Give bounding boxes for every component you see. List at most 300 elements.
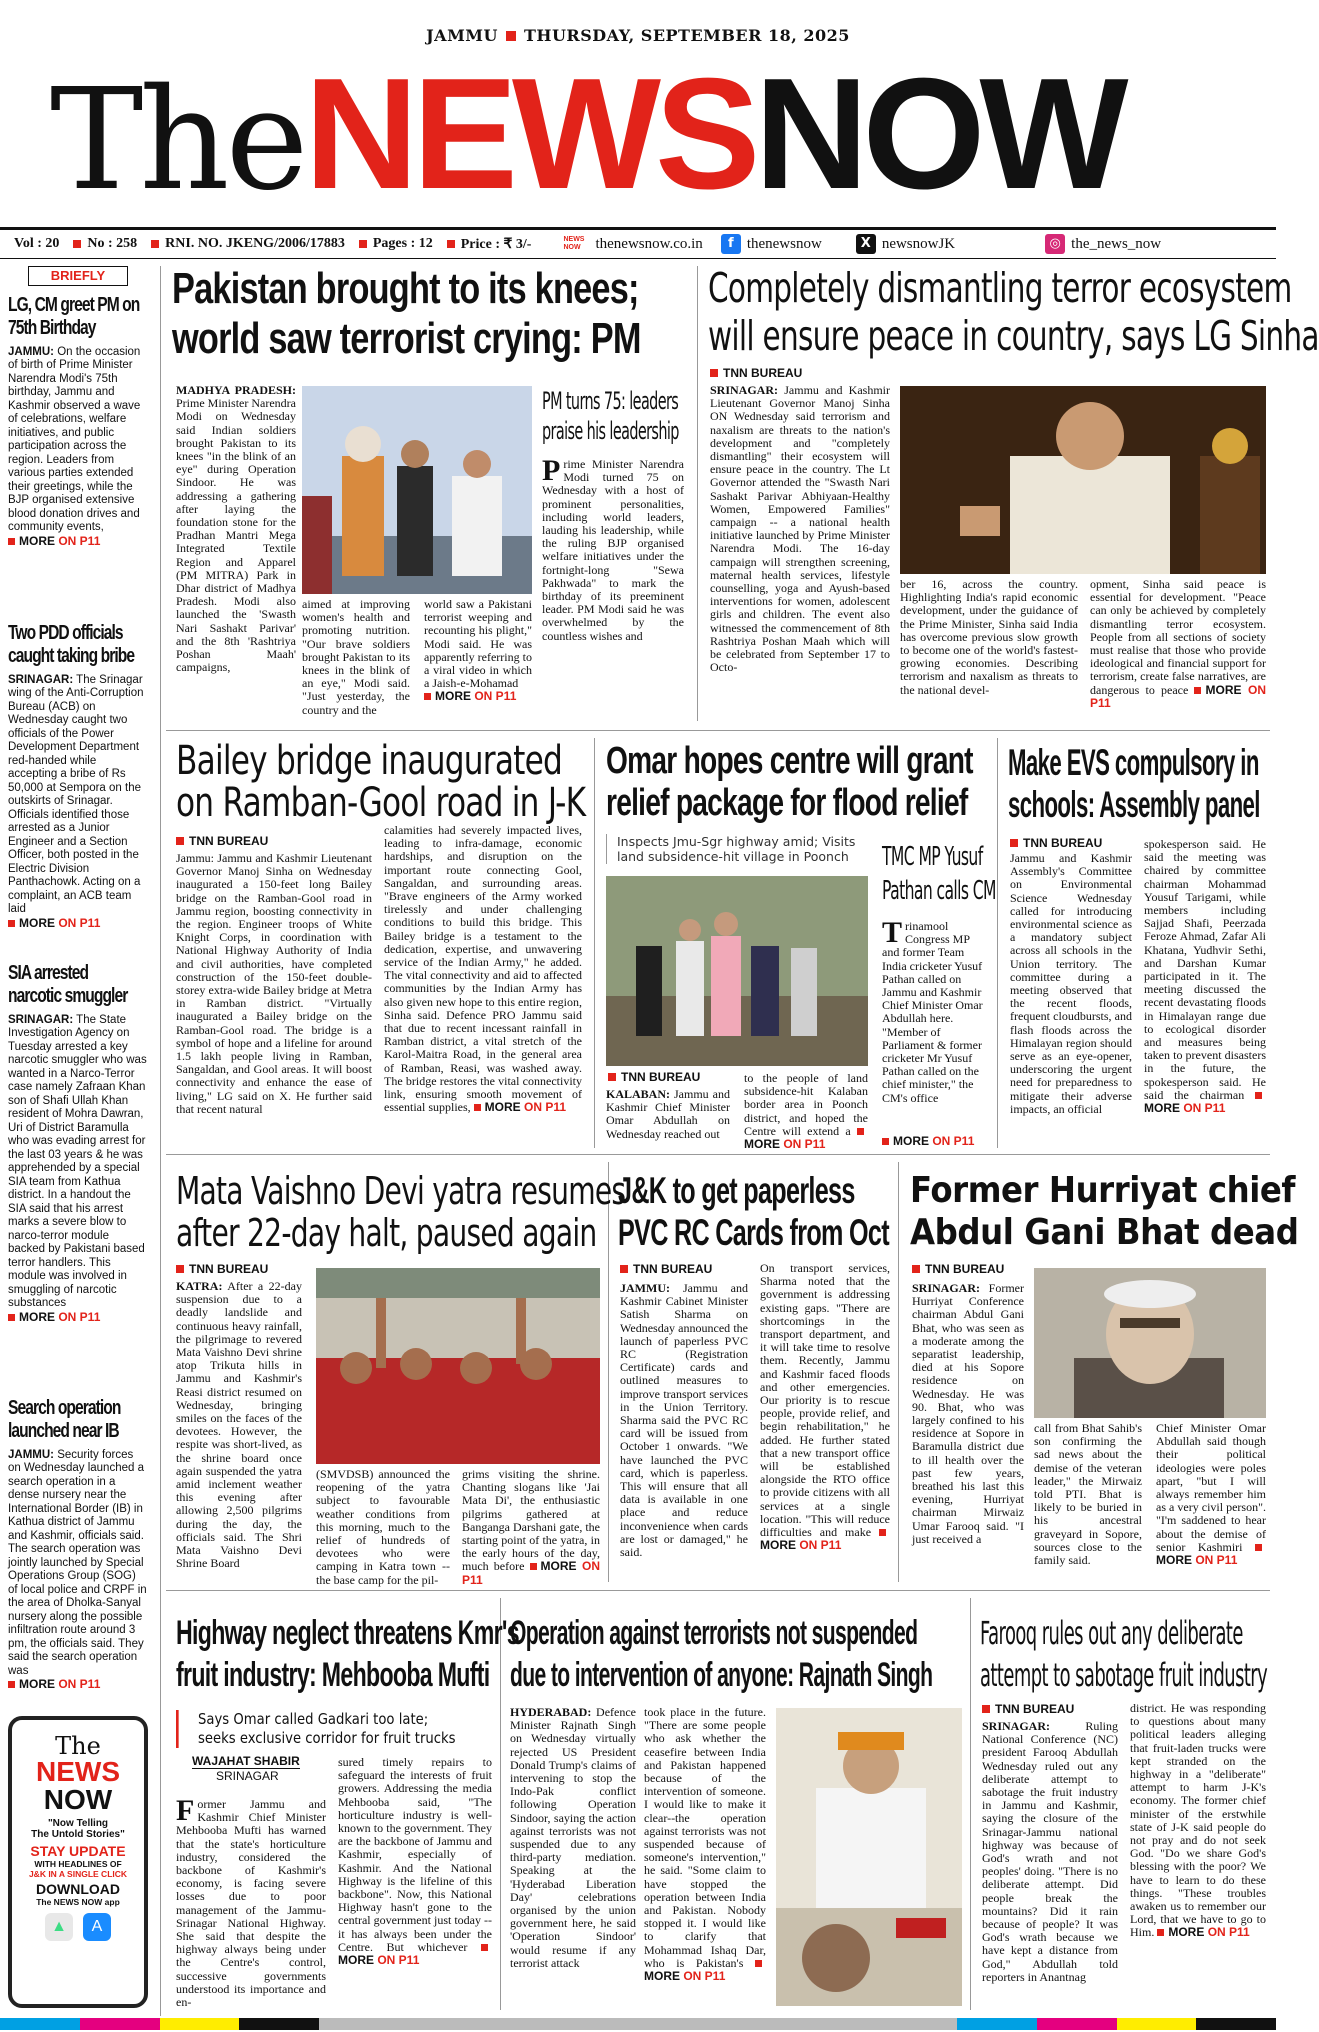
brief-text: The Srinagar wing of the Anti-Corruption Bureau (ACB) on Wednesday caught two officials of the Power Development Department red-handed while accepting a bribe of Rs 50,000 at Sempora on the outskirts of Srinagar. Officials identified those arrested as a Junior Engineer and a Section Officer, both posted in the Electric Division Panthachowk. Acting on a complaint, an ACB team laid — [8, 673, 144, 915]
mehbooba-byline-name: WAJAHAT SHABIR — [192, 1754, 300, 1768]
promo-logo-the: The — [55, 1732, 101, 1760]
color-swatch — [0, 2018, 80, 2030]
brief-text: The State Investigation Agency on Tuesday arrested a key narcotic smuggler who was wanted in a Narco-Terror case namely Zafraan Khan son of Shafi Ullah Khan resident of Mohra Dawran, Uri of District Baramulla who was evading arrest for the last 03 years & he was apprehended by a special SIA team from Kathua district. In a handout the SIA said that his arrest marks a severe blow to narco-terror module backed by Pakistani based terror handlers. This module was involved in smuggling of narcotic substances — [8, 1013, 147, 1309]
brief-body — [8, 346, 148, 535]
rajnath-headline-line-2: due to intervention of anyone: Rajnath Singh — [510, 1656, 933, 1694]
color-swatch — [638, 2018, 718, 2030]
more-label: MORE — [338, 1953, 374, 1968]
bullet-square — [481, 1944, 488, 1951]
issue-number: No : 258 — [87, 236, 138, 251]
farooq-text-1: Ruling National Conference (NC) president Farooq Abdullah Wednesday ruled out any deliberate attempt to sabotage the fruit industry in Jammu and Kashmir, saying the closure of the Srinagar-Jammu national highway was because of God's wrath and not peoples' doing. "There is no deliberate attempt. Did people break the mountains? Did it rain because of people? It was God's wrath because we have kept a distance from God," Abdullah told reporters in Anantnag — [982, 1719, 1118, 1984]
bullet-square — [8, 538, 15, 545]
vaishno-text-2: (SMVDSB) announced the reopening of the yatra subject to favourable weather conditions from this morning, much to the relief of hundreds of devotees who were camping in Katra town -- the base camp for the pil- — [316, 1467, 450, 1587]
hurriyat-col-3 — [1156, 1422, 1266, 1578]
omar-headline-line-2: relief package for flood relief — [606, 782, 968, 824]
farooq-col-2 — [1130, 1702, 1266, 2008]
farooq-byline — [982, 1702, 1074, 1716]
vaishno-headline — [176, 1170, 625, 1254]
vaishno-byline — [176, 1262, 268, 1276]
evs-headline — [1008, 742, 1260, 826]
more-label: MORE — [1156, 1553, 1192, 1568]
color-swatch — [1117, 2018, 1197, 2030]
lg-byline-text: TNN BUREAU — [723, 366, 803, 380]
bullet-square — [474, 1104, 481, 1111]
rajnath-col-2 — [644, 1706, 766, 2008]
brief-headline: SIA arrested narcotic smuggler — [8, 961, 128, 1007]
bullet-square — [359, 240, 367, 248]
pm-side-headline-line-1: PM turns 75: leaders — [542, 387, 679, 415]
more-link[interactable] — [474, 1100, 566, 1114]
evs-byline-text: TNN BUREAU — [1023, 836, 1103, 850]
lg-col-3 — [1090, 578, 1266, 716]
pvc-col-1 — [620, 1282, 748, 1578]
color-swatch — [957, 2018, 1037, 2030]
omar-subhead-line-2: land subsidence-hit village in Poonch — [617, 849, 849, 864]
more-page: ON P11 — [58, 1309, 101, 1324]
volume: Vol : 20 — [14, 236, 60, 251]
pvc-text-1: Jammu and Kashmir Cabinet Minister Satish Sharma on Wednesday announced the launch of paperless PVC RC (Registration Certificate) cards and outlined measures to improve transport services in the Union Territory. Sharma said the PVC RC card will be issued from October 1 onwards. "We have launched the PVC card, which is paperless. This will ensure that all data is available in one place and reduce inconvenience when cards are lost or damaged," he said. — [620, 1281, 748, 1560]
bullet-square — [8, 1681, 15, 1688]
lg-text-2: ber 16, across the country. Highlighting India's rapid economic development, under the guidance of the Prime Minister, Sinha said India has overcome previous slow growth to become one of the world's fastest-growing economies. Describing terrorism and naxalism as threats to the national devel- — [900, 577, 1078, 697]
brief-headline: Two PDD officials caught taking bribe — [8, 621, 135, 667]
hurriyat-headline — [910, 1170, 1298, 1254]
promo-jk: J&K IN A SINGLE CLICK — [28, 1869, 128, 1879]
omar-subhead — [606, 834, 868, 864]
lg-headline-line-1: Completely dismantling terror ecosystem — [708, 264, 1292, 312]
dateline — [0, 26, 1276, 45]
omar-col-2 — [744, 1071, 868, 1152]
brief-dateline: SRINAGAR: — [8, 1013, 74, 1026]
evs-col-2 — [1144, 838, 1266, 1142]
column-rule — [970, 1598, 971, 2010]
section-rule — [166, 1154, 1270, 1155]
more-page: ON P11 — [1195, 1553, 1238, 1568]
more-label: MORE — [19, 1677, 55, 1691]
bullet-square — [8, 1314, 15, 1321]
android-icon[interactable]: ▲ — [45, 1913, 73, 1941]
vaishno-pilgrims-image — [316, 1268, 600, 1464]
promo-tagline-2: The Untold Stories" — [31, 1829, 125, 1840]
hurriyat-bhat-photo — [1034, 1268, 1266, 1418]
bailey-col-2 — [384, 824, 582, 1142]
pvc-text-2: On transport services, Sharma noted that the government is addressing existing gaps. "There are shortcomings in the transport department, and it will take time to resolve them. Recently, Jammu and Kashmir faced floods and other emergencies. Our priority is to rescue people, provide relief, and begin rehabilitation," he added. He further stated that a new transport office will be established alongside the RTO office to provide citizens with all services at a single location. "This will reduce difficulties and make — [760, 1261, 890, 1540]
page-count: Pages : 12 — [372, 236, 433, 251]
more-page: ON P11 — [1207, 1925, 1250, 1940]
bullet-square — [882, 1138, 889, 1145]
store-badges — [12, 1913, 144, 1941]
bullet-square — [982, 1705, 990, 1713]
more-label: MORE — [644, 1969, 680, 1984]
mini-logo: NEWS NOW — [563, 236, 585, 251]
bullet-square — [447, 240, 455, 248]
more-page: ON P11 — [524, 1100, 567, 1115]
more-link[interactable] — [424, 689, 516, 703]
bullet-square — [176, 1265, 184, 1273]
mehbooba-text-2: sured timely repairs to safeguard the interests of fruit growers. Addressing the media Mehbooba said, "The horticulture industry is well-known to the government. They are the backbone of Jammu and Kashmir, especially of Kashmir. And the National Highway is the lifeline of this backbone". Now, this National Highway hasn't gone to the central government just today -- it has always been under the Centre. But whichever — [338, 1755, 492, 1954]
hurriyat-bhat-image — [1034, 1268, 1266, 1418]
bailey-headline-line-1: Bailey bridge inaugurated — [176, 738, 563, 784]
bullet-square — [857, 1128, 864, 1135]
bullet-square — [1255, 1092, 1262, 1099]
dateline-place: JAMMU — [426, 26, 498, 45]
dateline-separator — [506, 31, 516, 41]
pathan-text: Trinamool Congress MP and former Team India cricketer Yusuf Pathan called on Jammu and Kashmir Chief Minister Omar Abdullah here. "Member of Parliament & former cricketer Mr Yusuf Pathan called on the chief minister," the CM's office — [882, 916, 983, 1105]
pvc-byline — [620, 1262, 712, 1276]
pages-wrap — [359, 236, 433, 252]
mehbooba-byline-place: SRINAGAR — [216, 1769, 279, 1783]
farooq-byline-text: TNN BUREAU — [995, 1702, 1075, 1716]
pm-sidebox — [542, 386, 684, 716]
rajnath-text-2: took place in the future. "There are some people who ask whether the ceasefire between India and Pakistan happened because of the intervention of someone. I would like to make it clear--the operation against terrorists was not suspended because of someone's intervention," he said. "Some claim to have stopped the operation between India and Pakistan. Nobody stopped it. I would like to clarify that Mohammad Ishaq Dar, who is Pakistan's — [644, 1705, 766, 1970]
promo-logo-now: NOW — [43, 1784, 113, 1815]
pvc-headline — [618, 1170, 889, 1254]
bullet-square — [912, 1265, 920, 1273]
hurriyat-byline-text: TNN BUREAU — [925, 1262, 1005, 1276]
evs-col-1 — [1010, 852, 1132, 1142]
brief-body — [8, 1014, 148, 1311]
farooq-headline-line-1: Farooq rules out any deliberate — [980, 1614, 1243, 1652]
bullet-square — [608, 1073, 616, 1081]
mehbooba-text-1: Former Jammu and Kashmir Chief Minister Mehbooba Mufti has warned that the state's horticulture industry, considered the backbone of Kashmir's economy, is facing severe losses due to poor management of the Jammu-Srinagar National Highway. She said that despite the highway always being under the Centre's control, successive governments understood its importance and en- — [176, 1794, 326, 2010]
section-rule — [166, 730, 1270, 731]
brief-body — [8, 674, 148, 917]
price: Price : ₹ 3/- — [460, 236, 532, 252]
brief-headline: Search operation launched near IB — [8, 1396, 121, 1442]
lg-dateline: SRINAGAR: — [710, 383, 779, 397]
promo-tagline-1: "Now Telling — [47, 1818, 109, 1829]
logo-now: NOW — [754, 46, 1123, 222]
rni-wrap — [151, 236, 345, 252]
hurriyat-dateline: SRINAGAR: — [912, 1281, 981, 1295]
more-label: MORE — [484, 1100, 521, 1115]
omar-flood-image — [606, 876, 868, 1066]
color-registration-bar — [0, 2018, 1276, 2030]
vaishno-text-3: grims visiting the shrine. Chanting slogans like 'Jai Mata Di', the enthusiastic pilgrims gathered at Banganga Darshani gate, the starting point of the yatra, in the early hours of the day, much before — [462, 1467, 600, 1574]
color-swatch — [1196, 2018, 1276, 2030]
vaishno-photo — [316, 1268, 600, 1464]
mehbooba-headline — [176, 1612, 519, 1696]
mehbooba-col-2 — [338, 1756, 492, 2010]
mehbooba-subhead — [176, 1710, 454, 1748]
promo-download: DOWNLOAD — [36, 1881, 120, 1897]
bullet-square — [151, 240, 159, 248]
facebook-handle[interactable]: thenewsnow — [746, 235, 822, 252]
column-rule — [898, 1162, 899, 1582]
bailey-col-1 — [176, 852, 372, 1140]
facebook-icon: f — [721, 234, 741, 254]
instagram-link[interactable] — [1045, 234, 1161, 254]
vaishno-byline-text: TNN BUREAU — [189, 1262, 269, 1276]
bullet-square — [8, 920, 15, 927]
vaishno-headline-line-2: after 22-day halt, paused again — [176, 1211, 597, 1255]
rajnath-dateline: HYDERABAD: — [510, 1705, 592, 1719]
farooq-headline — [980, 1612, 1267, 1696]
vaishno-headline-line-1: Mata Vaishno Devi yatra resumes — [176, 1169, 626, 1213]
pm-headline-line-2: world saw terrorist crying: PM — [172, 314, 641, 363]
pm-text-3: world saw a Pakistani terrorist weeping and recounting his plight," Modi said. He was apparently referring to a viral video in which a Jaish-e-Mohamad — [424, 597, 532, 691]
section-rule — [166, 1590, 1270, 1591]
brief-dateline: JAMMU: — [8, 345, 54, 358]
color-swatch — [718, 2018, 798, 2030]
more-label: MORE — [435, 689, 471, 704]
bullet-square — [530, 1563, 537, 1570]
apple-store-icon[interactable]: A — [83, 1913, 111, 1941]
omar-byline-text: TNN BUREAU — [621, 1070, 701, 1084]
more-page: ON P11 — [683, 1969, 726, 1984]
rajnath-text-1: Defence Minister Rajnath Singh on Wednesday virtually rejected US President Donald Trump's claims of intervening to stop the Indo-Pak conflict following Operation Sindoor, saying the action against terrorists was not suspended due to any third-party mediation. Speaking at the 'Hyderabad Liberation Day' celebrations organised by the union government here, he said 'Operation Sindoor' would resume if any terrorist attack — [510, 1705, 636, 1970]
omar-text-2: to the people of land subsidence-hit Kalaban border area in Poonch district, and hoped the Centre will extend a — [744, 1071, 868, 1138]
omar-photo — [606, 876, 868, 1066]
color-swatch — [80, 2018, 160, 2030]
pathan-body — [882, 916, 988, 1134]
more-page: ON P11 — [1183, 1101, 1226, 1116]
newspaper-logo — [50, 44, 1123, 222]
more-label: MORE — [19, 533, 55, 548]
mehbooba-col-1 — [176, 1794, 326, 2010]
evs-headline-line-1: Make EVS compulsory in — [1008, 742, 1259, 783]
instagram-icon: ◎ — [1045, 234, 1065, 254]
hurriyat-text-3: Chief Minister Omar Abdullah said though their political ideologies were poles apart, "but I will always remember him as a very civil person". "I'm saddened to hear about the demise of senior Kashmiri — [1156, 1421, 1266, 1554]
color-swatch — [399, 2018, 479, 2030]
hurriyat-headline-line-1: Former Hurriyat chief — [910, 1170, 1296, 1211]
brief-dateline: JAMMU: — [8, 1448, 54, 1461]
promo-stay: STAY UPDATE — [30, 1843, 126, 1859]
color-swatch — [877, 2018, 957, 2030]
omar-dateline: KALABAN: — [606, 1087, 671, 1101]
lg-text-3: opment, Sinha said peace is essential for development. "Peace can only be achieved by completely dismantling terror ecosystem. People from all sections of society must realise that those who provide ideological and financial support for terrorism, create false narratives, are dangerous to peace — [1090, 577, 1266, 697]
app-promo[interactable] — [8, 1716, 148, 2008]
pathan-sidebox — [882, 840, 996, 1148]
hurriyat-col-1 — [912, 1282, 1024, 1578]
brief-item — [8, 622, 148, 952]
farooq-text-2: district. He was responding to questions about many political leaders alleging that fruit-laden trucks were kept stranded on the highway in a "deliberate" attempt to harm J-K's economy. The former chief minister of the erstwhile state of J-K said people do not pray and do not seek God. "Do we share God's blessing with the poor? We have to learn to do these things. "These troubles awaken us to remember our Lord, that we have to go to Him. — [1130, 1701, 1266, 1940]
more-link[interactable] — [8, 535, 148, 549]
omar-col-1 — [606, 1088, 730, 1142]
evs-headline-line-2: schools: Assembly panel — [1008, 784, 1260, 825]
logo-the: The — [50, 59, 305, 222]
mehbooba-byline — [192, 1754, 300, 1783]
bailey-byline-text: TNN BUREAU — [189, 834, 269, 848]
more-page: ON P11 — [783, 1137, 826, 1152]
promo-logo-news: NEWS — [36, 1756, 120, 1787]
pathan-headline — [882, 840, 996, 908]
color-swatch — [558, 2018, 638, 2030]
more-label: MORE — [540, 1559, 577, 1574]
more-page: ON P11 — [58, 915, 101, 930]
rajnath-headline-line-1: Operation against terrorists not suspended — [510, 1614, 918, 1652]
farooq-col-1 — [982, 1720, 1118, 2008]
pvc-dateline: JAMMU: — [620, 1281, 670, 1295]
brief-item — [8, 294, 148, 612]
omar-byline — [608, 1070, 700, 1084]
rni-number: RNI. NO. JKENG/2006/17883 — [165, 236, 345, 251]
vaishno-col-1 — [176, 1280, 302, 1578]
pvc-headline-line-2: PVC RC Cards from Oct — [618, 1212, 889, 1253]
instagram-handle[interactable]: the_news_now — [1071, 235, 1162, 252]
vaishno-col-3 — [462, 1467, 600, 1587]
evs-text-1: Jammu and Kashmir Assembly's Committee on Environmental Science Wednesday called for introducing environmental science as a mandatory subject across all schools in the Union territory. The committee during a meeting observed that the recent floods, frequent cloudbursts, and flash floods across the Himalayan region should serve as an eye-opener, underscoring the urgent need for preparedness to mitigate their adverse impacts, an official — [1010, 851, 1132, 1116]
vaishno-dateline: KATRA: — [176, 1279, 223, 1293]
brief-item — [8, 1397, 148, 1727]
bullet-square — [755, 1960, 762, 1967]
more-link[interactable] — [882, 1134, 988, 1148]
dateline-date: THURSDAY, SEPTEMBER 18, 2025 — [523, 26, 850, 45]
mehbooba-headline-line-2: fruit industry: Mehbooba Mufti — [176, 1656, 490, 1694]
rajnath-col-1 — [510, 1706, 636, 2008]
pm-dateline: MADHYA PRADESH: — [176, 383, 296, 397]
bullet-square — [1157, 1929, 1164, 1936]
more-label: MORE — [19, 1309, 55, 1324]
column-rule — [594, 738, 595, 1148]
bullet-square — [620, 1265, 628, 1273]
bullet-square — [73, 240, 81, 248]
x-icon: X — [856, 234, 876, 254]
pathan-headline-line-2: Pathan calls CM — [882, 876, 996, 906]
pm-col-1 — [176, 384, 296, 714]
pm-side-body — [542, 454, 684, 714]
bullet-square — [879, 1529, 886, 1536]
brief-text: On the occasion of birth of Prime Minister Narendra Modi's 75th birthday, Jammu and Kashmir observed a wave of celebrations, welfare initiatives, and public participation across the region. Leaders from various parties extended their greetings, while the BJP organised extensive blood donation drives and community events, — [8, 345, 141, 533]
column-rule — [997, 738, 998, 1148]
color-swatch — [160, 2018, 240, 2030]
issue-number-wrap — [73, 236, 137, 252]
brief-item — [8, 962, 148, 1387]
more-page: ON P11 — [58, 533, 101, 548]
more-link[interactable] — [1157, 1925, 1249, 1939]
pvc-col-2 — [760, 1262, 890, 1578]
lg-sinha-photo — [900, 386, 1266, 574]
bullet-square — [176, 837, 184, 845]
x-handle[interactable]: newsnowJK — [881, 235, 956, 252]
facebook-link[interactable] — [721, 234, 822, 254]
bullet-square — [1255, 1544, 1262, 1551]
more-label: MORE — [1168, 1925, 1205, 1940]
column-rule — [697, 266, 698, 721]
more-page: ON P11 — [377, 1953, 420, 1968]
briefly-label: BRIEFLY — [28, 266, 128, 286]
logo-news: NEWS — [304, 46, 755, 222]
farooq-dateline: SRINAGAR: — [982, 1719, 1051, 1733]
bullet-square — [710, 369, 718, 377]
lg-col-1 — [710, 384, 890, 716]
pm-col-3 — [424, 598, 532, 716]
pm-text-2: aimed at improving women's health and promoting nutrition. "Our brave soldiers brought Pakistan to its knees in the blink of an eye," Modi said. "Just yesterday, the country and the — [302, 597, 410, 717]
mehbooba-subhead-line-1: Says Omar called Gadkari too late; — [198, 1710, 429, 1728]
hurriyat-col-2 — [1034, 1422, 1142, 1578]
omar-headline — [606, 740, 973, 824]
color-swatch — [1037, 2018, 1117, 2030]
more-link[interactable] — [8, 1678, 148, 1692]
pathan-headline-line-1: TMC MP Yusuf — [882, 842, 983, 872]
brief-dateline: SRINAGAR: — [8, 673, 74, 686]
lg-headline — [708, 264, 1319, 360]
hurriyat-byline — [912, 1262, 1004, 1276]
bailey-byline — [176, 834, 268, 848]
pm-modi-photo — [302, 386, 532, 594]
bailey-text-1: Jammu: Jammu and Kashmir Lieutenant Governor Manoj Sinha on Wednesday inaugurated a 150-feet long Bailey bridge on the Ramban-Gool road in Jammu region, boosting connectivity in the region. Engineer troops of White Knight Corps, in coordination with National Highway Authority of India and civil authorities, have completed construction of the 150-feet double-storey extra-wide Bailey bridge at Metra in Ramban district. "Virtually inaugurated a Bailey bridge on the Ramban-Gool road. The bridge is a symbol of hope and a lifeline for around 1.5 lakh people living in Ramban, Sangaldan, and Gool areas. It will boost connectivity and enhance the ease of living," LG said on X. He further said that recent natural — [176, 851, 372, 1116]
bullet-square — [424, 693, 431, 700]
lg-sinha-image — [900, 386, 1266, 574]
vaishno-col-2 — [316, 1467, 450, 1587]
color-swatch — [798, 2018, 878, 2030]
omar-headline-line-1: Omar hopes centre will grant — [606, 740, 973, 782]
x-link[interactable] — [856, 234, 955, 254]
pm-headline — [172, 264, 641, 364]
hurriyat-headline-line-2: Abdul Gani Bhat dead — [910, 1212, 1299, 1253]
pm-side-text: Prime Minister Narendra Modi turned 75 on Wednesday with a host of prominent personalities, including world leaders, lauding his leadership, while the ruling BJP organised welfare initiatives under the fortnight-long "Sewa Pakhwada" to mark the birthday of its preeminent leader. PM Modi said he was overwhelmed by the countless wishes and — [542, 454, 684, 643]
lg-headline-line-2: will ensure peace in country, says LG Sinha — [708, 312, 1319, 360]
column-rule — [160, 266, 161, 2016]
more-page: ON P11 — [1090, 682, 1266, 710]
bailey-text-2: calamities had severely impacted lives, leading to infra-damage, economic hardships, and disruption on the important route connecting Gool, Sangaldan, and surrounding areas. "Brave engineers of the Army worked tirelessly and under challenging conditions to build this bridge. This Bailey bridge is a testament to the dedication, expertise, and unwavering service of the Indian Army," he added. The vital connectivity and aid to affected communities by the Indian Army has also given new hope to this entire region, Sinha said. Defence PRO Jammu said that due to recent incessant rainfall in Ramban district, a vital stretch of the Karol-Maitra Road, in the general area of Ramban, Reasi, was washed away. The bridge restores the vital connectivity link, ensuring smooth movement of essential supplies, — [384, 823, 582, 1115]
more-label: MORE — [1144, 1101, 1180, 1116]
omar-subhead-line-1: Inspects Jmu-Sgr highway amid; Visits — [617, 834, 856, 849]
bailey-headline — [176, 740, 585, 824]
website-link[interactable] — [563, 236, 702, 253]
pm-modi-image — [302, 386, 532, 594]
more-link[interactable] — [8, 917, 148, 931]
hurriyat-text-1: Former Hurriyat Conference chairman Abdul Gani Bhat, who was seen as a moderate among the separatist leadership, died at his Sopore residence on Wednesday. He was 90. Bhat, who was largely confined to his residence at Sopore in Baramulla district due to ill health over the past few years, breathed his last this evening, Hurriyat chairman Mirwaiz Umar Farooq said. "I just received a — [912, 1281, 1024, 1546]
more-page: ON P11 — [474, 689, 517, 704]
more-label: MORE — [1205, 682, 1242, 697]
website-url[interactable]: thenewsnow.co.in — [595, 235, 703, 252]
pm-col-2 — [302, 597, 410, 717]
brief-text: Security forces on Wednesday launched a search operation in a dense nursery near the International Border (IB) in Kathua district of Jammu and Kashmir, officials said. The search operation was jointly launched by Special Operations Group (SOG) of local police and CRPF in the area of Dholka-Sanyal nursery along the possible infiltration route around 3 pm, the officials said. They said the search operation was — [8, 1448, 147, 1677]
color-swatch — [319, 2018, 399, 2030]
info-bar — [0, 227, 1276, 259]
evs-text-2: spokesperson said. He said the meeting was chaired by committee chairman Mohammad Yousuf Tarigami, while members including Sajjad Shafi, Peerzada Feroze Ahmad, Zafar Ali Khatana, Yudhvir Sethi, and Darshan Kumar participated in it. The meeting discussed the recent devastating floods in Himalayan range due to ecological disorder and measures being taken to prevent disasters in the future, the spokesperson said. He said the chairman — [1144, 837, 1266, 1102]
pm-side-headline — [542, 386, 679, 446]
bullet-square — [1010, 839, 1018, 847]
rajnath-singh-image — [776, 1708, 962, 2006]
lg-text-1: Jammu and Kashmir Lieutenant Governor Manoj Sinha ON Wednesday said terrorism and naxalism are threats to the nation's development and "completely dismantling" their ecosystem will ensure peace in the country. The Lt Governor attended the "Swasth Nari Sashakt Parivar Abhiyaan-Healthy Women, Empowered Families" campaign -- a national health initiative launched by Prime Minister Narendra Modi. The 16-day campaign will strengthen screening, maternal health services, lifestyle counselling, yoga and Ayush-based interventions for women, adolescent girls and children. The event also witnessed the commencement of 8th Rashtriya Poshan Maah which will be celebrated from September 17 to Octo- — [710, 383, 890, 675]
more-page: ON P11 — [462, 1559, 600, 1587]
mehbooba-subhead-line-2: seeks exclusive corridor for fruit trucks — [198, 1729, 456, 1747]
lg-byline — [710, 366, 802, 380]
evs-byline — [1010, 836, 1102, 850]
more-page: ON P11 — [932, 1134, 975, 1148]
hurriyat-text-2: call from Bhat Sahib's son confirming the sad news about the demise of the veteran leader," the Mirwaiz told PTI. Bhat is likely to be buried in his ancestral graveyard in Sopore, sources close to the family said. — [1034, 1421, 1142, 1568]
pm-headline-line-1: Pakistan brought to its knees; — [172, 264, 639, 313]
briefly-sidebar — [8, 266, 148, 1706]
more-label: MORE — [19, 915, 55, 930]
pm-text-1: Prime Minister Narendra Modi on Wednesday said Indian soldiers brought Pakistan to its knees "in the blink of an eye" during Operation Sindoor. He was addressing a gathering after laying the foundation stone for the Pradhan Mantri Mega Integrated Textile Region and Apparel (PM MITRA) Park in Dhar district of Madhya Pradesh. Modi also launched the 'Swasth Nari Sashakt Parivar' and the 8th 'Rashtriya Poshan Maah' campaigns, — [176, 396, 296, 675]
color-swatch — [239, 2018, 319, 2030]
mehbooba-headline-line-1: Highway neglect threatens Kmr's — [176, 1614, 519, 1652]
price-wrap — [447, 236, 532, 253]
pm-side-headline-line-2: praise his leadership — [542, 417, 679, 445]
more-link[interactable] — [8, 1311, 148, 1325]
more-label: MORE — [744, 1137, 780, 1152]
lg-col-2 — [900, 578, 1078, 716]
promo-app: The NEWS NOW app — [36, 1897, 120, 1907]
bullet-square — [1194, 687, 1201, 694]
more-label: MORE — [760, 1538, 796, 1553]
more-page: ON P11 — [58, 1677, 101, 1691]
farooq-headline-line-2: attempt to sabotage fruit industry — [980, 1656, 1268, 1694]
promo-with: WITH HEADLINES OF — [34, 1859, 122, 1869]
color-swatch — [479, 2018, 559, 2030]
bailey-headline-line-2: on Ramban-Gool road in J-K — [176, 780, 586, 826]
rajnath-headline — [510, 1612, 932, 1696]
rajnath-photo — [776, 1708, 962, 2006]
omar-text-1: Jammu and Kashmir Chief Minister Omar Abdullah on Wednesday reached out — [606, 1087, 730, 1141]
brief-headline: LG, CM greet PM on 75th Birthday — [8, 293, 140, 339]
brief-body — [8, 1449, 148, 1679]
pvc-byline-text: TNN BUREAU — [633, 1262, 713, 1276]
more-page: ON P11 — [799, 1538, 842, 1553]
more-label: MORE — [893, 1134, 929, 1148]
